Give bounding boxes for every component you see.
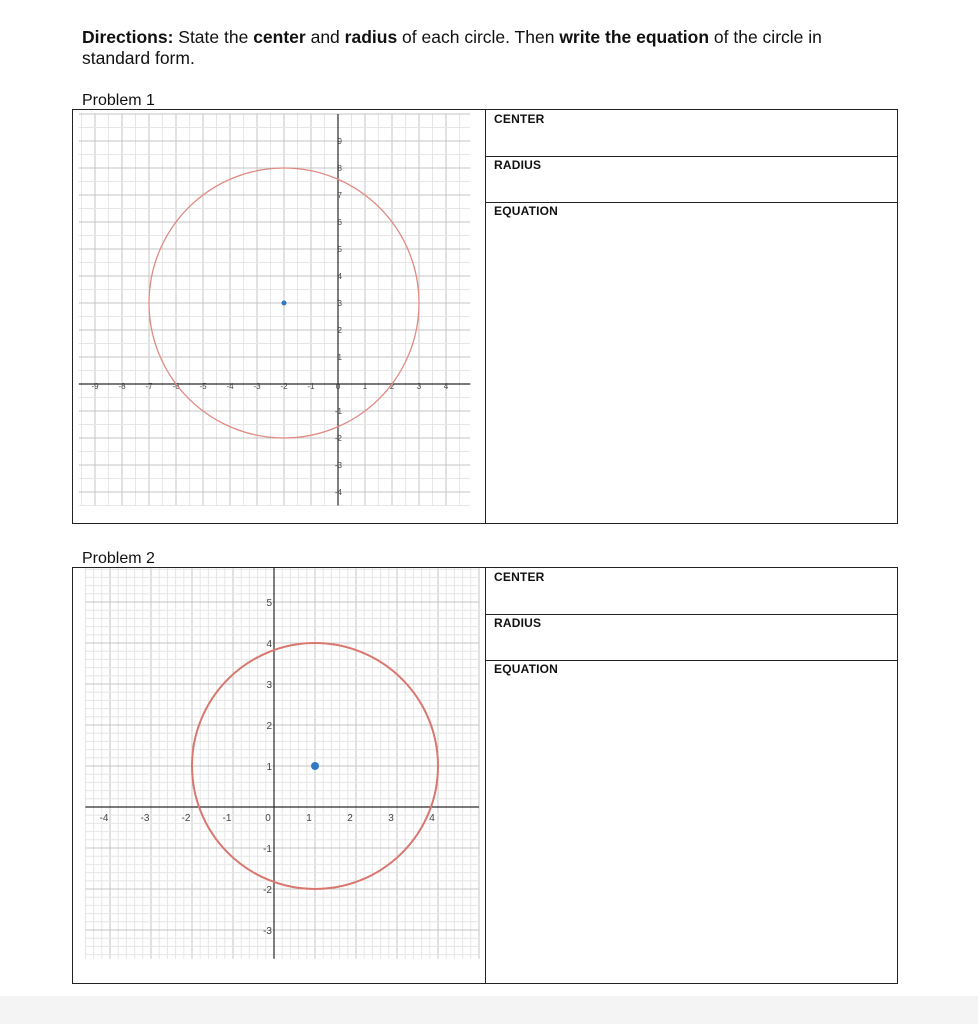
directions-text-4: of the circle in standard form. [82, 27, 822, 68]
radius-label: RADIUS [494, 158, 542, 172]
problem-1-label: Problem 1 [82, 92, 155, 109]
problem-2-center-row[interactable] [486, 568, 897, 615]
center-point [282, 301, 287, 306]
problem-1-radius-row[interactable] [486, 156, 897, 203]
problem-2-table [72, 567, 898, 984]
x-tick-label: -2 [181, 813, 191, 824]
equation-label: EQUATION [494, 204, 559, 218]
x-tick-label: 4 [443, 382, 449, 391]
y-tick-label: 4 [337, 272, 342, 281]
directions-lead: Directions: [82, 27, 174, 47]
problem-1-graph [73, 110, 486, 523]
problem-2-label: Problem 2 [82, 550, 155, 567]
equation-label: EQUATION [494, 662, 559, 676]
y-tick-label: 9 [337, 137, 342, 146]
directions-text [82, 27, 882, 69]
x-tick-label: 0 [335, 382, 341, 391]
y-tick-label: 2 [337, 326, 342, 335]
x-tick-label: -7 [145, 382, 153, 391]
x-tick-label: -2 [280, 382, 288, 391]
directions-bold-center: center [253, 27, 306, 47]
problem-1-equation-row[interactable] [486, 202, 897, 523]
center-label: CENTER [494, 112, 545, 126]
y-tick-label: 3 [266, 680, 272, 691]
directions-bold-radius: radius [344, 27, 398, 47]
x-tick-label: 3 [388, 813, 394, 824]
problem-1-answers [486, 110, 897, 523]
y-tick-label: 1 [266, 762, 272, 773]
y-tick-label: 1 [337, 353, 342, 362]
center-point [311, 762, 319, 770]
x-tick-label: 1 [362, 382, 368, 391]
problem-2-answers [486, 568, 897, 983]
x-tick-label: -8 [118, 382, 126, 391]
x-tick-label: -4 [99, 813, 109, 824]
y-tick-label: 7 [337, 191, 342, 200]
y-tick-label: -3 [334, 461, 342, 470]
x-tick-label: -5 [199, 382, 207, 391]
problem-2-graph [73, 568, 486, 983]
x-tick-label: 0 [265, 813, 271, 824]
x-tick-label: 2 [347, 813, 353, 824]
directions-text-3: of each circle. Then [397, 27, 560, 47]
y-tick-label: 6 [337, 218, 342, 227]
y-tick-label: -1 [263, 844, 272, 855]
grid-lines [85, 568, 479, 959]
y-tick-label: 2 [266, 721, 272, 732]
directions-text-1: State the [173, 27, 254, 47]
y-tick-label: 5 [266, 598, 272, 609]
x-tick-label: 1 [306, 813, 312, 824]
y-tick-label: 8 [337, 164, 342, 173]
y-tick-label: 4 [266, 639, 272, 650]
problem-2-equation-row[interactable] [486, 660, 897, 983]
problem-1-coordinate-grid [73, 110, 485, 523]
y-tick-label: -2 [263, 885, 272, 896]
directions-text-2: and [305, 27, 345, 47]
y-tick-label: -2 [334, 434, 342, 443]
x-tick-label: 4 [429, 813, 435, 824]
x-tick-label: 2 [389, 382, 395, 391]
x-tick-label: 3 [416, 382, 422, 391]
y-tick-label: -4 [334, 488, 342, 497]
problem-1-table [72, 109, 898, 524]
grid-lines [79, 114, 471, 506]
x-tick-label: -1 [307, 382, 315, 391]
page-footer-band [0, 996, 978, 1024]
y-tick-label: 5 [337, 245, 342, 254]
x-tick-label: -3 [140, 813, 150, 824]
directions-bold-equation: write the equation [559, 27, 710, 47]
x-tick-label: -6 [172, 382, 180, 391]
problem-2-coordinate-grid [73, 568, 485, 983]
x-tick-label: -9 [91, 382, 99, 391]
problem-2-radius-row[interactable] [486, 614, 897, 661]
x-tick-label: -3 [253, 382, 261, 391]
radius-label: RADIUS [494, 616, 542, 630]
problem-1-center-row[interactable] [486, 110, 897, 157]
y-tick-label: 3 [337, 299, 342, 308]
x-tick-label: -4 [226, 382, 234, 391]
x-tick-label: -1 [222, 813, 232, 824]
y-tick-label: -3 [263, 926, 272, 937]
center-label: CENTER [494, 570, 545, 584]
y-tick-label: -1 [334, 407, 342, 416]
